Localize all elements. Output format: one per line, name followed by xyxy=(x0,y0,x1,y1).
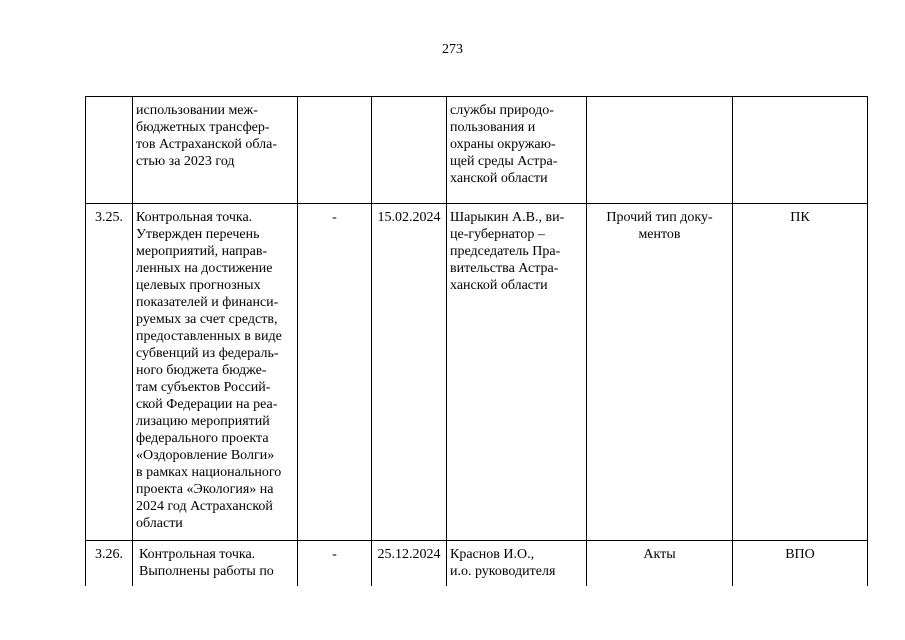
event-line: в рамках национального xyxy=(136,465,282,480)
responsible-cell xyxy=(447,204,587,541)
row-number-cell: 3.25. xyxy=(86,204,133,541)
responsible-line: вительства Астра- xyxy=(450,261,559,276)
responsible-line: Краснов И.О., xyxy=(450,547,535,562)
event-line: субвенций из федераль- xyxy=(136,346,279,361)
event-line: ленных на достижение xyxy=(136,261,273,276)
level-cell: ПК xyxy=(733,204,868,541)
level-cell: ВПО xyxy=(733,541,868,587)
table-row xyxy=(86,97,868,204)
start-date-cell: - xyxy=(298,541,372,587)
doc-type-cell xyxy=(587,97,733,204)
end-date-cell: 25.12.2024 xyxy=(372,541,447,587)
plan-table xyxy=(85,96,868,586)
page-number: 273 xyxy=(442,42,463,57)
table-row xyxy=(86,204,868,541)
event-line: Контрольная точка. xyxy=(139,547,256,562)
doc-type-line: ментов xyxy=(638,227,681,242)
event-cell xyxy=(133,541,298,587)
level-cell xyxy=(733,97,868,204)
event-cell xyxy=(133,204,298,541)
row-number-cell: 3.26. xyxy=(86,541,133,587)
event-cell xyxy=(133,97,298,204)
table-row xyxy=(86,541,868,587)
event-line: 2024 год Астраханской xyxy=(136,499,273,514)
event-line: ного бюджета бюдже- xyxy=(136,363,267,378)
event-line: Выполнены работы по xyxy=(139,564,274,579)
responsible-line: охраны окружаю- xyxy=(450,137,556,152)
row-number-cell xyxy=(86,97,133,204)
event-line: использовании меж- xyxy=(136,103,258,118)
doc-type-cell xyxy=(587,541,733,587)
responsible-line: це-губернатор – xyxy=(450,227,545,242)
end-date-cell xyxy=(372,97,447,204)
event-line: лизацию мероприятий xyxy=(136,414,270,429)
event-line: предоставленных в виде xyxy=(136,329,282,344)
doc-type-line: Акты xyxy=(643,547,676,562)
responsible-line: и.о. руководителя xyxy=(450,564,556,579)
start-date-cell: - xyxy=(298,204,372,541)
event-line: Контрольная точка. xyxy=(136,210,253,225)
event-line: проекта «Экология» на xyxy=(136,482,274,497)
start-date-cell xyxy=(298,97,372,204)
doc-type-line: Прочий тип доку- xyxy=(606,210,713,225)
responsible-cell xyxy=(447,541,587,587)
event-line: там субъектов Россий- xyxy=(136,380,271,395)
event-line: «Оздоровление Волги» xyxy=(136,448,275,463)
responsible-line: щей среды Астра- xyxy=(450,154,558,169)
event-line: целевых прогнозных xyxy=(136,278,261,293)
event-line: Утвержден перечень xyxy=(136,227,260,242)
responsible-line: ханской области xyxy=(450,278,548,293)
doc-type-cell xyxy=(587,204,733,541)
responsible-line: Шарыкин А.В., ви- xyxy=(450,210,565,225)
responsible-line: председатель Пра- xyxy=(450,244,561,259)
event-line: мероприятий, направ- xyxy=(136,244,268,259)
responsible-cell xyxy=(447,97,587,204)
end-date-cell: 15.02.2024 xyxy=(372,204,447,541)
event-line: тов Астраханской обла- xyxy=(136,137,277,152)
event-line: бюджетных трансфер- xyxy=(136,120,270,135)
responsible-line: пользования и xyxy=(450,120,536,135)
event-line: области xyxy=(136,516,183,531)
responsible-line: службы природо- xyxy=(450,103,554,118)
event-line: ской Федерации на реа- xyxy=(136,397,278,412)
event-line: стью за 2023 год xyxy=(136,154,235,169)
event-line: руемых за счет средств, xyxy=(136,312,278,327)
event-line: федерального проекта xyxy=(136,431,269,446)
responsible-line: ханской области xyxy=(450,171,548,186)
event-line: показателей и финанси- xyxy=(136,295,279,310)
